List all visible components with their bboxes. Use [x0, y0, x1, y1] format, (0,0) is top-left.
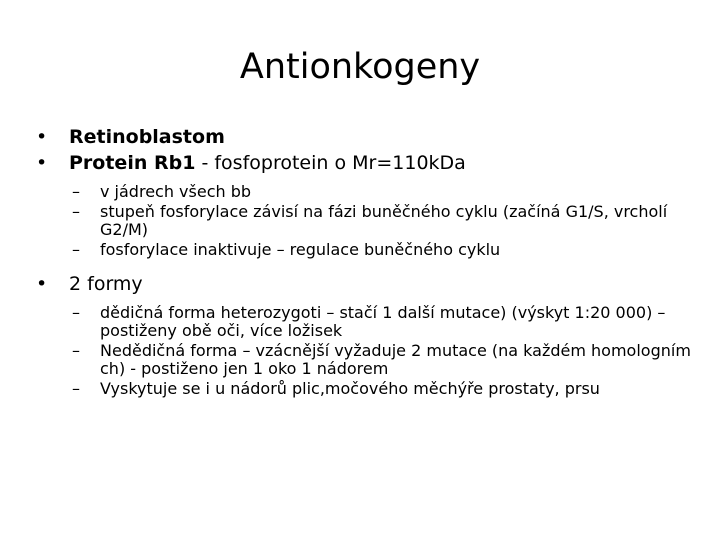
dash-icon: – — [72, 379, 80, 398]
subitem — [36, 304, 696, 340]
bullet-bold-text: Retinoblastom — [69, 126, 225, 148]
slide-content — [36, 124, 696, 404]
subitem-text: Vyskytuje se i u nádorů plic,močového měchýře prostaty, prsu — [100, 379, 600, 398]
bullet-retinoblastom — [36, 124, 696, 150]
slide-title: Antionkogeny — [239, 47, 481, 87]
bullet-icon: • — [36, 126, 48, 148]
sublist-protein-rb1 — [36, 183, 696, 259]
bullet-text: 2 formy — [69, 273, 143, 295]
bullet-protein-rb1 — [36, 150, 696, 176]
dash-icon: – — [72, 303, 80, 322]
subitem — [36, 342, 696, 378]
sublist-2-formy — [36, 304, 696, 398]
subitem — [36, 183, 696, 201]
subitem — [36, 203, 696, 239]
dash-icon: – — [72, 202, 80, 221]
dash-icon: – — [72, 341, 80, 360]
bullet-bold-text: Protein Rb1 — [69, 152, 196, 174]
bullet-text: - fosfoprotein o Mr=110kDa — [195, 152, 466, 174]
dash-icon: – — [72, 240, 80, 259]
subitem-text: fosforylace inaktivuje – regulace buněčného cyklu — [100, 240, 501, 259]
subitem-text: Nedědičná forma – vzácnější vyžaduje 2 mutace (na každém homologním ch) - postiženo jen 1 oko 1 nádorem — [100, 341, 691, 378]
subitem-text: dědičná forma heterozygoti – stačí 1 další mutace) (výskyt 1:20 000) – postiženy obě oči, více ložisek — [100, 303, 666, 340]
subitem-text: v jádrech všech bb — [100, 182, 252, 201]
subitem-text: stupeň fosforylace závisí na fázi buněčného cyklu (začíná G1/S, vrcholí G2/M) — [100, 202, 668, 239]
bullet-icon: • — [36, 273, 48, 295]
bullet-2-formy — [36, 271, 696, 297]
bullet-icon: • — [36, 152, 48, 174]
dash-icon: – — [72, 182, 80, 201]
subitem — [36, 241, 696, 259]
subitem — [36, 380, 696, 398]
